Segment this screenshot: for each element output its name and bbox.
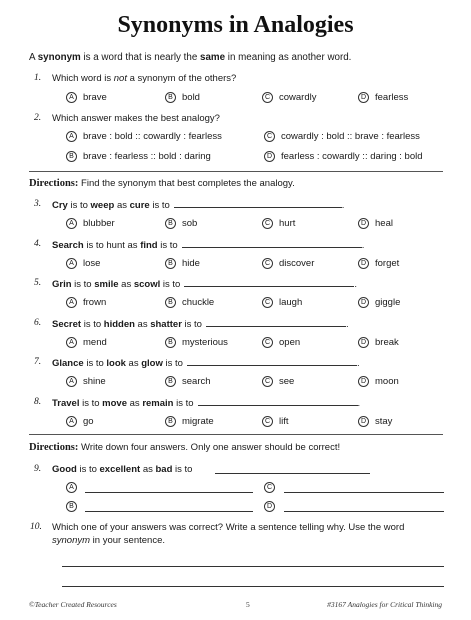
q5-option-b[interactable] xyxy=(165,297,214,308)
q9-answer-d-line[interactable] xyxy=(284,511,444,512)
q4-option-c[interactable] xyxy=(262,258,314,269)
question-text: Which word is xyxy=(52,73,114,84)
answer-blank[interactable] xyxy=(198,397,358,406)
analogy-term: weep xyxy=(90,200,115,211)
analogy-term: Grin xyxy=(52,279,72,290)
q8-option-b[interactable] xyxy=(165,416,214,427)
bubble-a-icon[interactable]: A xyxy=(66,92,77,103)
analogy-text: is to xyxy=(173,398,194,409)
intro-text: in meaning as another word. xyxy=(225,52,352,63)
period: . xyxy=(356,358,360,369)
option-label: laugh xyxy=(279,297,303,309)
bubble-b-icon[interactable]: B xyxy=(165,416,176,427)
q4-option-a[interactable] xyxy=(66,258,100,269)
question-10-text: Which one of your answers was correct? Write a sentence telling why. Use the word xyxy=(52,522,405,533)
q9-answer-d[interactable] xyxy=(264,501,281,512)
q1-option-d[interactable] xyxy=(358,92,408,103)
analogy-term: find xyxy=(140,240,158,251)
option-label: giggle xyxy=(375,297,401,309)
bubble-c-icon[interactable]: C xyxy=(262,297,273,308)
q7-option-b[interactable] xyxy=(165,376,211,387)
bubble-b-icon[interactable]: B xyxy=(165,337,176,348)
question-number: 8. xyxy=(34,397,42,407)
q2-option-b[interactable] xyxy=(66,151,211,162)
writing-line[interactable] xyxy=(62,566,444,567)
bubble-c-icon[interactable]: C xyxy=(264,131,275,142)
analogy-text: as xyxy=(134,319,151,330)
bubble-d-icon[interactable]: D xyxy=(358,297,369,308)
analogy-text: is to xyxy=(157,240,178,251)
question-number: 2. xyxy=(34,113,42,123)
directions-2 xyxy=(29,442,340,453)
q5-option-c[interactable] xyxy=(262,297,302,308)
option-label: fearless : cowardly :: daring : bold xyxy=(281,151,423,163)
option-label: brave xyxy=(83,92,107,104)
q9-answer-a[interactable] xyxy=(66,482,83,493)
bubble-b-icon[interactable]: B xyxy=(165,297,176,308)
bubble-c-icon[interactable]: C xyxy=(262,416,273,427)
analogy-term: smile xyxy=(94,279,119,290)
option-label: open xyxy=(279,337,301,349)
option-label: lift xyxy=(279,416,289,428)
question-number: 4. xyxy=(34,239,42,249)
q4-option-b[interactable] xyxy=(165,258,200,269)
bubble-d-icon[interactable]: D xyxy=(358,218,369,229)
analogy-text: as xyxy=(140,464,156,475)
q5-option-d[interactable] xyxy=(358,297,400,308)
intro-term: synonym xyxy=(37,52,81,63)
analogy-term: Travel xyxy=(52,398,80,409)
analogy-term: Secret xyxy=(52,319,82,330)
analogy-text: is to xyxy=(160,279,181,290)
analogy-text: is to xyxy=(83,358,107,369)
bubble-b-icon[interactable]: B xyxy=(165,92,176,103)
option-label: forget xyxy=(375,258,400,270)
question-number: 7. xyxy=(34,357,42,367)
analogy-text: is to xyxy=(71,279,95,290)
section-divider xyxy=(29,434,443,435)
intro-text: A xyxy=(29,52,38,63)
footer-copyright: ©Teacher Created Resources xyxy=(29,600,117,609)
analogy-term: glow xyxy=(141,358,163,369)
q5-option-a[interactable] xyxy=(66,297,106,308)
q6-option-a[interactable] xyxy=(66,337,107,348)
option-label: brave : fearless :: bold : daring xyxy=(83,151,211,163)
option-label: hide xyxy=(182,258,200,270)
option-label: migrate xyxy=(182,416,214,428)
q7-option-d[interactable] xyxy=(358,376,399,387)
bubble-d-icon[interactable]: D xyxy=(358,337,369,348)
option-label: shine xyxy=(83,376,106,388)
analogy-text: is to xyxy=(76,464,100,475)
analogy-text: as xyxy=(114,200,130,211)
question-number: 3. xyxy=(34,199,42,209)
bubble-b-icon[interactable]: B xyxy=(165,258,176,269)
analogy-question-6 xyxy=(52,318,349,330)
q2-option-a[interactable] xyxy=(66,131,222,142)
analogy-term: Glance xyxy=(52,358,84,369)
analogy-term: scowl xyxy=(133,279,161,290)
analogy-text: is to xyxy=(67,200,91,211)
option-label: brave : bold :: cowardly : fearless xyxy=(83,131,222,143)
analogy-text: as xyxy=(118,279,134,290)
question-emphasis: not xyxy=(113,73,127,84)
option-label: lose xyxy=(83,258,101,270)
question-2-text: Which answer makes the best analogy? xyxy=(52,113,220,124)
q6-option-b[interactable] xyxy=(165,337,228,348)
q7-option-a[interactable] xyxy=(66,376,106,387)
footer-book-title: #3167 Analogies for Critical Thinking xyxy=(327,600,442,609)
bubble-c-icon[interactable]: C xyxy=(262,218,273,229)
analogy-term: move xyxy=(102,398,127,409)
option-label: mysterious xyxy=(182,337,228,349)
intro-text: is a word that is nearly the xyxy=(80,52,200,63)
question-10-text-line2 xyxy=(52,535,165,546)
q3-option-d[interactable] xyxy=(358,218,393,229)
period: . xyxy=(345,319,349,330)
bubble-c-icon[interactable]: C xyxy=(262,92,273,103)
bubble-b-icon[interactable]: B xyxy=(165,218,176,229)
option-label: sob xyxy=(182,218,198,230)
option-label: stay xyxy=(375,416,393,428)
analogy-question-4 xyxy=(52,239,364,251)
q7-option-c[interactable] xyxy=(262,376,294,387)
analogy-text: as xyxy=(125,358,142,369)
analogy-text: is to xyxy=(81,319,104,330)
q3-option-a[interactable] xyxy=(66,218,115,229)
bubble-d-icon[interactable]: D xyxy=(358,376,369,387)
q1-option-b[interactable] xyxy=(165,92,200,103)
option-label: go xyxy=(83,416,94,428)
question-text: a synonym of the others? xyxy=(126,73,237,84)
option-label: hurt xyxy=(279,218,296,230)
q3-option-c[interactable] xyxy=(262,218,295,229)
bubble-d-icon[interactable]: D xyxy=(264,501,275,512)
question-number: 1. xyxy=(34,73,42,83)
analogy-term: shatter xyxy=(150,319,182,330)
section-divider xyxy=(29,171,443,172)
q6-option-d[interactable] xyxy=(358,337,399,348)
bubble-a-icon[interactable]: A xyxy=(66,131,77,142)
option-label: fearless xyxy=(375,92,409,104)
bubble-a-icon[interactable]: A xyxy=(66,218,77,229)
question-number: 5. xyxy=(34,278,42,288)
q9-answer-a-line[interactable] xyxy=(85,492,253,493)
q6-option-c[interactable] xyxy=(262,337,300,348)
q1-option-a[interactable] xyxy=(66,92,107,103)
analogy-question-5 xyxy=(52,278,357,290)
period: . xyxy=(354,279,357,290)
directions-label: Directions: xyxy=(29,178,79,189)
bubble-a-icon[interactable]: A xyxy=(66,258,77,269)
analogy-term: bad xyxy=(155,464,173,475)
option-label: discover xyxy=(279,258,315,270)
bubble-a-icon[interactable]: A xyxy=(66,376,77,387)
option-label: blubber xyxy=(83,218,115,230)
q3-option-b[interactable] xyxy=(165,218,197,229)
bubble-a-icon[interactable]: A xyxy=(66,416,77,427)
analogy-text: is to xyxy=(79,398,103,409)
bubble-a-icon[interactable]: A xyxy=(66,337,77,348)
q2-option-c[interactable] xyxy=(264,131,420,142)
q9-answer-b[interactable] xyxy=(66,501,83,512)
option-label: see xyxy=(279,376,295,388)
analogy-term: look xyxy=(106,358,126,369)
answer-blank[interactable] xyxy=(215,473,370,474)
period: . xyxy=(357,398,361,409)
analogy-question-8 xyxy=(52,397,360,409)
analogy-text: is to xyxy=(149,200,170,211)
q9-answer-c-line[interactable] xyxy=(284,492,444,493)
analogy-question-3 xyxy=(52,199,344,211)
question-number: 6. xyxy=(34,318,42,328)
period: . xyxy=(341,200,345,211)
directions-text: Find the synonym that best completes the analogy. xyxy=(81,178,295,189)
analogy-term: Good xyxy=(52,464,77,475)
analogy-text: is to hunt as xyxy=(83,240,141,251)
q4-option-d[interactable] xyxy=(358,258,399,269)
answer-blank[interactable] xyxy=(206,318,346,327)
question-number: 9. xyxy=(34,464,42,474)
analogy-text: is to xyxy=(181,319,202,330)
option-label: bold xyxy=(182,92,200,104)
analogy-term: Search xyxy=(52,240,84,251)
bubble-b-icon[interactable]: B xyxy=(66,151,77,162)
option-label: heal xyxy=(375,218,393,230)
answer-blank[interactable] xyxy=(174,199,342,208)
bubble-a-icon[interactable]: A xyxy=(66,482,77,493)
bubble-c-icon[interactable]: C xyxy=(262,337,273,348)
question-number: 10. xyxy=(30,522,42,532)
page-title: Synonyms in Analogies xyxy=(117,12,354,38)
bubble-d-icon[interactable]: D xyxy=(358,92,369,103)
option-label: cowardly xyxy=(279,92,317,104)
intro-emphasis: same xyxy=(200,52,226,63)
answer-blank[interactable] xyxy=(182,239,362,248)
option-label: moon xyxy=(375,376,399,388)
analogy-term: cure xyxy=(129,200,150,211)
option-label: mend xyxy=(83,337,107,349)
directions-text: Write down four answers. Only one answer should be correct! xyxy=(81,442,341,453)
question-emphasis: synonym xyxy=(52,535,91,546)
answer-blank[interactable] xyxy=(187,357,357,366)
q9-answer-c[interactable] xyxy=(264,482,281,493)
q8-option-c[interactable] xyxy=(262,416,289,427)
q9-answer-b-line[interactable] xyxy=(85,511,253,512)
analogy-term: remain xyxy=(142,398,174,409)
bubble-b-icon[interactable]: B xyxy=(165,376,176,387)
bubble-c-icon[interactable]: C xyxy=(262,376,273,387)
analogy-text: as xyxy=(127,398,143,409)
question-text: in your sentence. xyxy=(90,535,166,546)
analogy-term: Cry xyxy=(52,200,68,211)
option-label: break xyxy=(375,337,399,349)
analogy-text: is to xyxy=(172,464,193,475)
q1-option-c[interactable] xyxy=(262,92,317,103)
page-number: 5 xyxy=(246,600,250,609)
bubble-d-icon[interactable]: D xyxy=(358,416,369,427)
bubble-a-icon[interactable]: A xyxy=(66,297,77,308)
analogy-term: hidden xyxy=(103,319,135,330)
q8-option-a[interactable] xyxy=(66,416,94,427)
answer-blank[interactable] xyxy=(184,278,354,287)
analogy-term: excellent xyxy=(99,464,141,475)
option-label: frown xyxy=(83,297,107,309)
intro-definition xyxy=(29,52,351,63)
question-1-text xyxy=(52,73,236,84)
question-9-text xyxy=(52,464,192,475)
option-label: cowardly : bold :: brave : fearless xyxy=(281,131,420,143)
directions-1 xyxy=(29,178,295,189)
period: . xyxy=(361,240,365,251)
q2-option-d[interactable] xyxy=(264,151,423,162)
bubble-d-icon[interactable]: D xyxy=(358,258,369,269)
analogy-question-7 xyxy=(52,357,360,369)
bubble-b-icon[interactable]: B xyxy=(66,501,77,512)
writing-line[interactable] xyxy=(62,586,444,587)
option-label: chuckle xyxy=(182,297,215,309)
bubble-d-icon[interactable]: D xyxy=(264,151,275,162)
directions-label: Directions: xyxy=(29,442,79,453)
q8-option-d[interactable] xyxy=(358,416,392,427)
analogy-text: is to xyxy=(162,358,183,369)
option-label: search xyxy=(182,376,211,388)
bubble-c-icon[interactable]: C xyxy=(264,482,275,493)
bubble-c-icon[interactable]: C xyxy=(262,258,273,269)
